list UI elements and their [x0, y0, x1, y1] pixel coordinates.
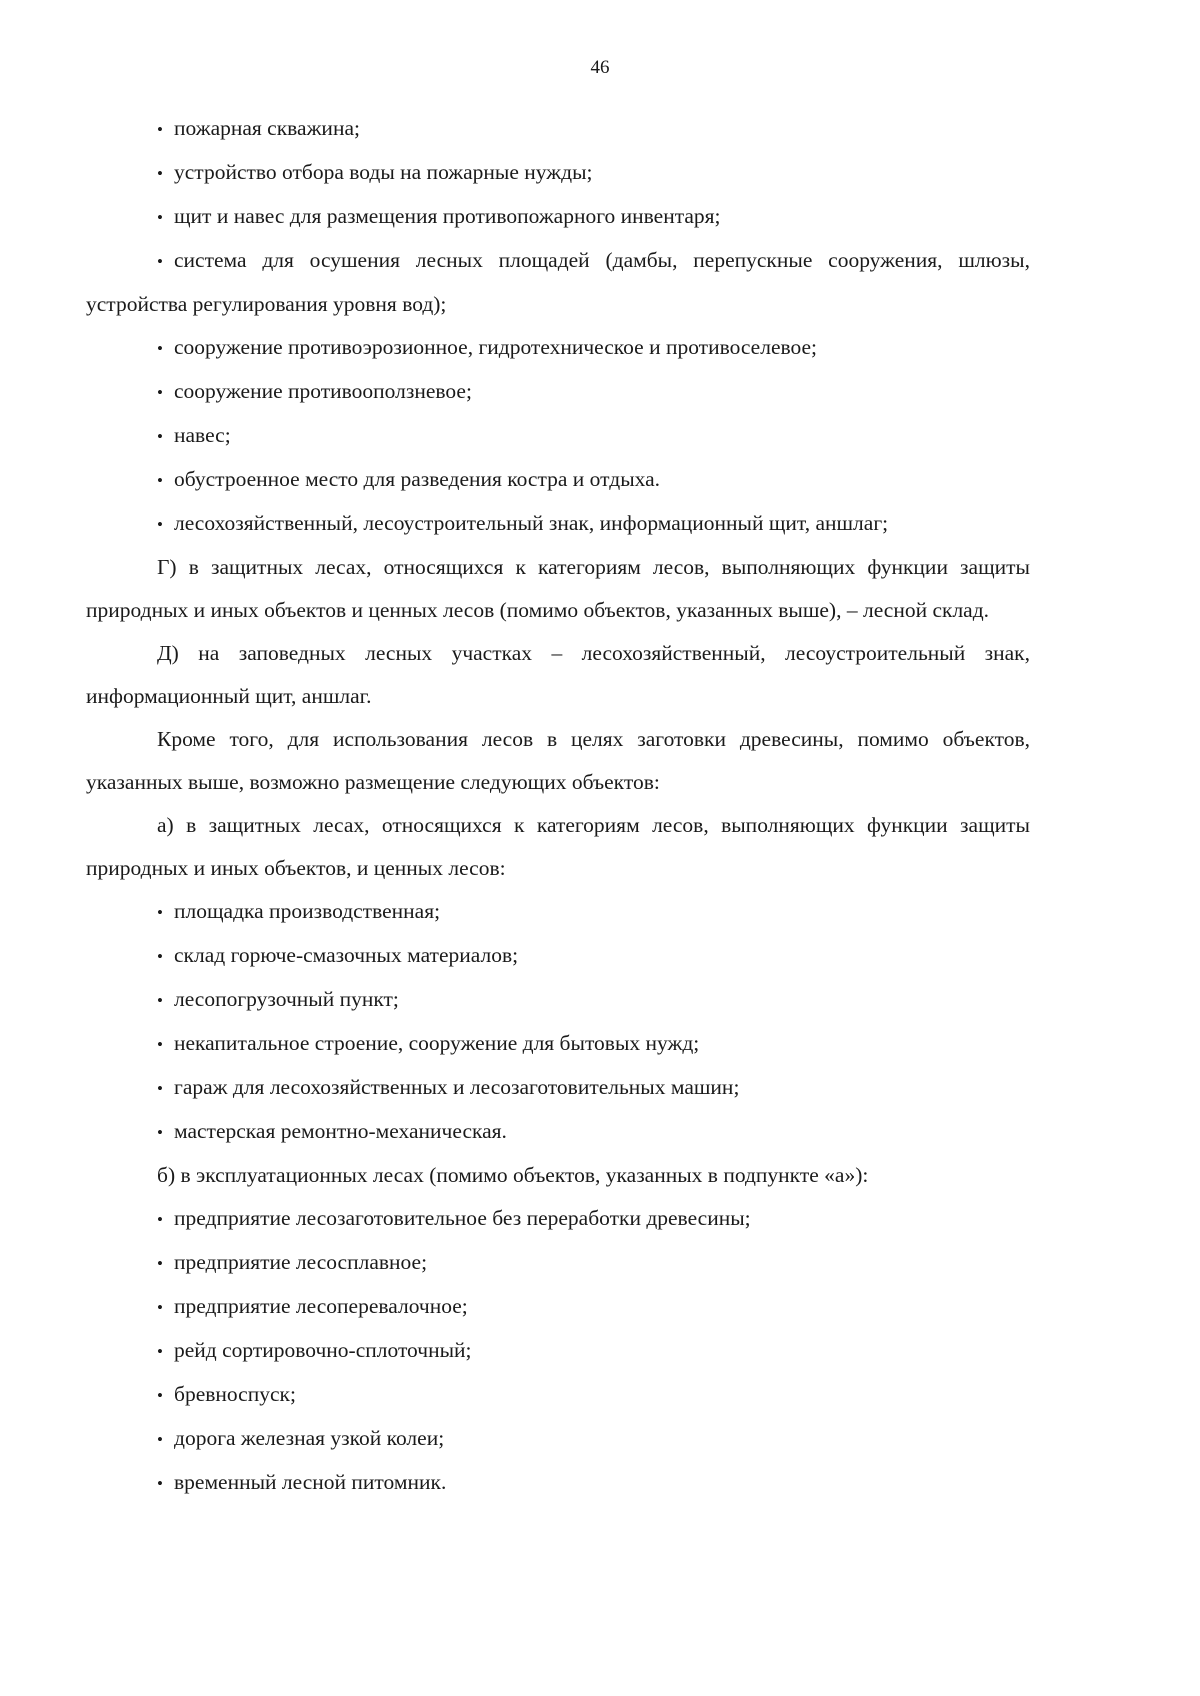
list-item: • дорога железная узкой колеи;	[86, 1417, 1030, 1461]
bullet-icon: •	[157, 252, 163, 271]
bullet-icon: •	[157, 471, 163, 490]
list-item: • некапитальное строение, сооружение для бытовых нужд;	[86, 1022, 1030, 1066]
list-item: • мастерская ремонтно-механическая.	[86, 1110, 1030, 1154]
paragraph-d: Д) на заповедных лесных участках – лесохозяйственный, лесоустроительный знак, информационный щит, аншлаг.	[86, 641, 1030, 708]
bullet-icon: •	[157, 1474, 163, 1493]
paragraph-intro: Кроме того, для использования лесов в целях заготовки древесины, помимо объектов, указанных выше, возможно размещение следующих объектов:	[86, 727, 1030, 794]
list-item: • площадка производственная;	[86, 890, 1030, 934]
bullet-icon: •	[157, 991, 163, 1010]
list-item: • навес;	[86, 414, 1030, 458]
list-item: • сооружение противоэрозионное, гидротехническое и противоселевое;	[86, 326, 1030, 370]
bullet-icon: •	[157, 208, 163, 227]
bullet-icon: •	[157, 947, 163, 966]
paragraph-a: а) в защитных лесах, относящихся к категориям лесов, выполняющих функции защиты природных и иных объектов, и ценных лесов:	[86, 813, 1030, 880]
bullet-icon: •	[157, 1210, 163, 1229]
bullet-icon: •	[157, 1430, 163, 1449]
list-item: • обустроенное место для разведения костра и отдыха.	[86, 458, 1030, 502]
list-item: • сооружение противооползневое;	[86, 370, 1030, 414]
bullet-icon: •	[157, 164, 163, 183]
bullet-icon: •	[157, 1079, 163, 1098]
list-item: • система для осушения лесных площадей (дамбы, перепускные сооружения, шлюзы, устройства регулирования уровня вод);	[86, 239, 1030, 326]
page-body	[86, 107, 1030, 1505]
list-item: • предприятие лесозаготовительное без переработки древесины;	[86, 1197, 1030, 1241]
paragraph-g: Г) в защитных лесах, относящихся к категориям лесов, выполняющих функции защиты природных и иных объектов и ценных лесов (помимо объектов, указанных выше), – лесной склад.	[86, 555, 1030, 622]
list-item: • лесохозяйственный, лесоустроительный знак, информационный щит, аншлаг;	[86, 502, 1030, 546]
list-item: • бревноспуск;	[86, 1373, 1030, 1417]
bullet-icon: •	[157, 1386, 163, 1405]
bullet-icon: •	[157, 1342, 163, 1361]
list-item: • пожарная скважина;	[86, 107, 1030, 151]
paragraph-b: б) в эксплуатационных лесах (помимо объектов, указанных в подпункте «а»):	[157, 1163, 869, 1187]
bullet-icon: •	[157, 1035, 163, 1054]
bullet-icon: •	[157, 1298, 163, 1317]
bullet-icon: •	[157, 383, 163, 402]
bullet-icon: •	[157, 515, 163, 534]
bullet-icon: •	[157, 120, 163, 139]
list-item: • лесопогрузочный пункт;	[86, 978, 1030, 1022]
page-number: 46	[590, 57, 610, 78]
list-item: • устройство отбора воды на пожарные нужды;	[86, 151, 1030, 195]
list-item: • склад горюче-смазочных материалов;	[86, 934, 1030, 978]
bullet-icon: •	[157, 339, 163, 358]
list-item: • временный лесной питомник.	[86, 1461, 1030, 1505]
list-item: • предприятие лесосплавное;	[86, 1241, 1030, 1285]
list-item: • щит и навес для размещения противопожарного инвентаря;	[86, 195, 1030, 239]
bullet-icon: •	[157, 1123, 163, 1142]
list-item: • гараж для лесохозяйственных и лесозаготовительных машин;	[86, 1066, 1030, 1110]
bullet-icon: •	[157, 427, 163, 446]
list-item: • рейд сортировочно-сплоточный;	[86, 1329, 1030, 1373]
list-item: • предприятие лесоперевалочное;	[86, 1285, 1030, 1329]
bullet-icon: •	[157, 903, 163, 922]
bullet-icon: •	[157, 1254, 163, 1273]
